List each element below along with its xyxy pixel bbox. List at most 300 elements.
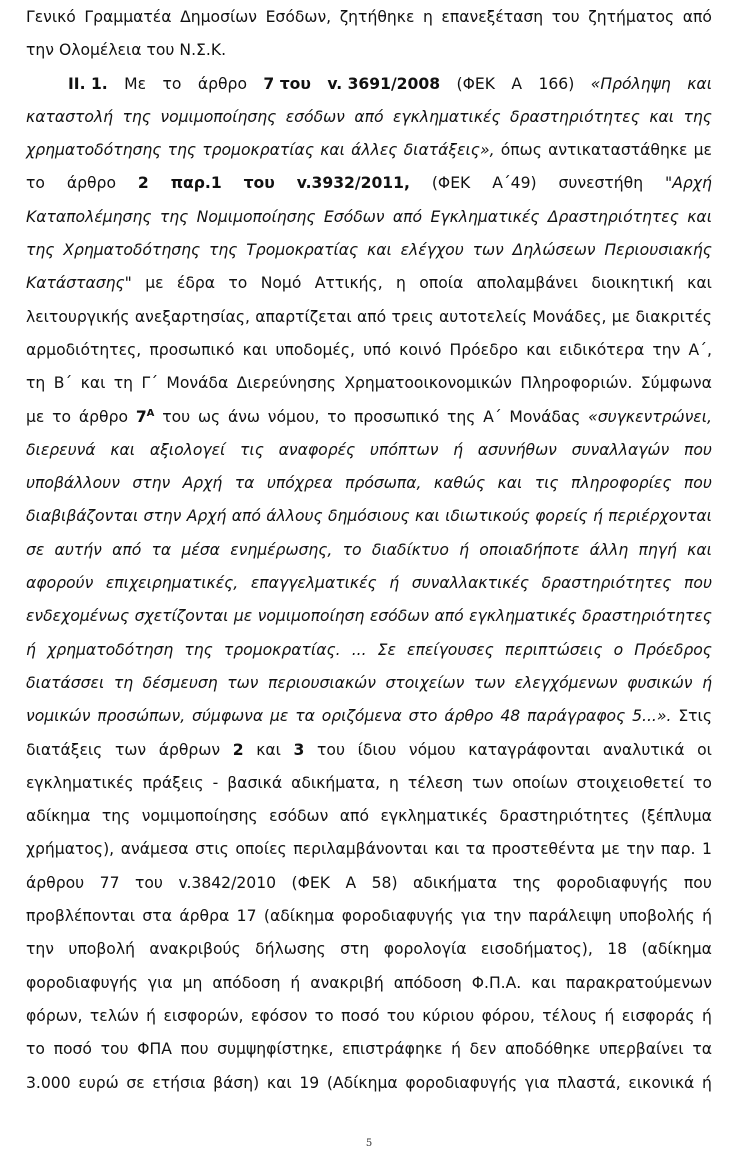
text-segment: - [212, 773, 219, 792]
text-segment: επείγουσες [407, 640, 494, 659]
text-segment: φοροδιαφυγής [341, 907, 454, 926]
text-segment: Καταπολέμησης [26, 207, 152, 226]
text-line [26, 907, 712, 940]
text-segment: φυσικών [627, 673, 693, 692]
text-segment: επιστράφηκε [342, 1040, 443, 1059]
text-segment: συμψηφίστηκε, [217, 1040, 334, 1059]
text-segment: και [687, 274, 712, 293]
text-segment: 48 [500, 707, 521, 726]
text-line [26, 641, 712, 674]
text-segment: με [693, 141, 712, 160]
text-segment: καταγράφονται [468, 740, 591, 759]
text-segment: της [101, 807, 131, 826]
text-segment: άλλες [351, 141, 398, 160]
text-segment: επιχειρηματικές, [105, 574, 239, 593]
text-segment: σχετίζονται [134, 607, 229, 626]
text-segment: φορείς [535, 507, 588, 526]
text-segment: των [114, 740, 147, 759]
text-segment: 77 [99, 873, 120, 892]
text-segment: Σε [377, 640, 396, 659]
text-line [26, 974, 712, 1007]
text-segment: νόμου [408, 740, 456, 759]
text-segment: όπως [500, 141, 542, 160]
text-segment: υποδομές, [275, 340, 355, 359]
text-segment: με [601, 840, 620, 859]
text-segment: απόδοση [393, 973, 462, 992]
text-segment: Α [345, 873, 357, 892]
text-segment: ελέγχου [400, 241, 464, 260]
text-segment: αρμοδιότητες, [26, 340, 142, 359]
text-segment: νομιμοποίηση [257, 607, 365, 626]
text-segment: και [80, 374, 106, 393]
text-segment: του [243, 174, 275, 193]
text-segment: διατάξεις [26, 740, 103, 759]
text-segment: 58) [371, 873, 398, 892]
text-segment: του [162, 407, 191, 426]
text-segment: (Αδίκημα [326, 1073, 398, 1092]
text-segment: τα [295, 707, 315, 726]
text-segment: και [415, 507, 440, 526]
text-segment: υπερβαίνει [599, 1040, 684, 1059]
text-line [26, 108, 712, 141]
text-line [26, 674, 712, 707]
text-segment: την [652, 340, 681, 359]
text-segment: τα [465, 840, 486, 859]
text-segment: το [314, 1006, 334, 1025]
text-segment: πληροφορίες [570, 474, 672, 493]
text-line [26, 840, 712, 873]
text-segment: (ΦΕΚ [291, 873, 330, 892]
text-segment: αξιολογεί [149, 440, 226, 459]
text-segment: ελεγχόμενων [514, 673, 618, 692]
text-segment: εισφορών, [163, 1006, 244, 1025]
text-segment: ή [702, 907, 712, 926]
text-segment: 3.000 [26, 1073, 71, 1092]
text-segment: σε [26, 540, 45, 559]
text-line [26, 940, 712, 973]
text-segment: Χρηματοδότησης [63, 241, 201, 260]
text-segment: εγκληματικές [469, 607, 577, 626]
text-line [26, 274, 712, 307]
text-line [26, 75, 712, 108]
superscript: A [146, 407, 155, 419]
text-segment: πηγή [638, 540, 677, 559]
text-segment: με [233, 607, 253, 626]
text-segment: απόδοση [212, 973, 281, 992]
text-segment: φοροδιαφυγής [405, 1073, 518, 1092]
text-segment: Α΄49) [492, 174, 537, 193]
text-segment: εσόδων [285, 107, 345, 126]
text-line [26, 41, 712, 74]
text-line [26, 541, 712, 574]
text-segment: Γ΄ [141, 374, 158, 393]
text-segment: από [434, 607, 464, 626]
text-segment: Εσόδων [323, 207, 385, 226]
text-segment: εσόδων [269, 807, 329, 826]
text-segment: και [687, 74, 712, 93]
text-segment: νόμου, [267, 407, 320, 426]
text-segment: αδίκημα [26, 807, 91, 826]
text-segment: στην [132, 474, 171, 493]
text-segment: ή [592, 507, 603, 526]
text-segment: με [270, 707, 289, 726]
text-segment: το [26, 174, 45, 193]
text-segment: στη [340, 940, 370, 959]
text-segment: της [26, 241, 55, 260]
text-segment: Πρόεδρο [449, 340, 519, 359]
text-segment: ανεξαρτησίας, [134, 307, 250, 326]
text-segment: ο [613, 640, 624, 659]
text-segment: (αδίκημα [263, 907, 335, 926]
text-segment: προστεθέντα [491, 840, 595, 859]
text-segment: ή [701, 1073, 712, 1092]
text-segment: επαγγελματικές [250, 574, 377, 593]
text-segment: ως [197, 407, 221, 426]
text-segment: την [26, 940, 54, 959]
text-line [26, 807, 712, 840]
text-segment: καθώς [433, 474, 486, 493]
text-segment: τη [113, 374, 134, 393]
text-segment: ασυνήθων [477, 440, 557, 459]
text-segment: παράλειψη [528, 907, 612, 926]
text-segment: των [472, 241, 504, 260]
text-segment: χρηματοδότηση [46, 640, 174, 659]
text-segment: από [682, 8, 712, 26]
text-segment: v.3842/2010 [178, 873, 277, 892]
text-segment: την [493, 907, 522, 926]
text-segment: στα [142, 907, 172, 926]
text-segment: διερευνά [26, 440, 96, 459]
text-segment: τις [534, 474, 559, 493]
text-segment: στο [408, 707, 438, 726]
text-segment: το [52, 407, 72, 426]
text-segment: Δραστηριότητες [547, 207, 679, 226]
text-segment: αυτοτελείς [438, 307, 528, 326]
text-segment: φόρων, [26, 1006, 83, 1025]
text-segment: το [26, 1040, 45, 1059]
text-segment: πρόσωπα, [345, 474, 422, 493]
text-segment: Αρχή [182, 474, 223, 493]
text-segment: ΦΠΑ [137, 1040, 172, 1059]
text-segment: «συγκεντρώνει, [588, 407, 712, 426]
text-segment: Β΄ [53, 374, 73, 393]
text-segment: Κατάστασης" [26, 274, 132, 293]
text-segment: συναλλαγών [571, 440, 670, 459]
text-segment: τρεις [391, 307, 434, 326]
text-segment: (ΦΕΚ [456, 74, 495, 93]
text-segment: η [396, 274, 406, 293]
text-segment: σύμφωνα [192, 707, 264, 726]
text-segment: οποιαδήποτε [479, 540, 580, 559]
text-segment: συναλλακτικές [411, 574, 530, 593]
text-segment: "Αρχή [665, 174, 712, 193]
text-segment: ενημέρωσης, [230, 540, 333, 559]
text-line [26, 507, 712, 540]
text-segment: διακριτές [635, 307, 712, 326]
text-segment: εγκληματικές [393, 107, 501, 126]
text-segment: ή [702, 673, 712, 692]
text-segment: τα [234, 474, 255, 493]
text-line [26, 341, 712, 374]
text-segment: με [26, 407, 45, 426]
text-segment: Μονάδα [166, 374, 229, 393]
text-line [26, 141, 712, 174]
text-segment: περιπτώσεις [504, 640, 603, 659]
text-segment: 17 [236, 907, 257, 926]
text-segment: νομιμοποίησης [141, 807, 258, 826]
text-segment: ανακριβούς [149, 940, 241, 959]
text-segment: από [339, 807, 369, 826]
text-segment: δήλωσης [255, 940, 326, 959]
text-segment: εικονικά [628, 1073, 695, 1092]
text-segment: ανάμεσα [120, 840, 189, 859]
text-segment: στοιχειοθετεί [576, 773, 685, 792]
text-segment: άρθρο [444, 707, 494, 726]
text-segment: από [356, 307, 387, 326]
text-segment: διατάξεις», [403, 141, 495, 160]
text-segment: και [526, 340, 551, 359]
text-segment: παρακρατούμενων [565, 973, 712, 992]
text-segment: ή [701, 1006, 712, 1025]
text-segment: ή [453, 440, 464, 459]
text-segment: και [531, 973, 556, 992]
text-segment: της [167, 141, 197, 160]
text-segment: περιλαμβάνονται [293, 840, 428, 859]
text-segment: (ξέπλυμα [640, 807, 712, 826]
text-segment: μη [182, 973, 203, 992]
text-segment: των [227, 673, 259, 692]
text-segment: ζητήθηκε [339, 8, 415, 26]
text-segment: ... [351, 640, 367, 659]
text-segment: 3 [293, 740, 305, 759]
text-line [26, 741, 712, 774]
text-segment: τρομοκρατίας [202, 141, 314, 160]
text-segment: αδικήματα [413, 873, 498, 892]
text-segment: άρθρου [26, 873, 85, 892]
text-segment: στοιχείων [385, 673, 465, 692]
text-line [26, 774, 712, 807]
text-segment: άρθρων [158, 740, 221, 759]
text-segment: Με [124, 74, 147, 93]
text-segment: άρθρα [179, 907, 230, 926]
text-segment: άρθρο [197, 74, 247, 93]
text-segment: Πρόεδρος [634, 640, 712, 659]
text-segment: των [473, 673, 506, 692]
text-segment: προβλέπονται [26, 907, 136, 926]
text-segment: Τρομοκρατίας [246, 241, 359, 260]
text-segment: από [112, 540, 142, 559]
text-segment: κοινό [399, 340, 442, 359]
text-segment: και [320, 141, 345, 160]
text-segment: 5...». [632, 707, 672, 726]
text-segment: και [649, 107, 675, 126]
text-segment: υπόπτων [369, 440, 439, 459]
text-segment: βασικά [227, 773, 283, 792]
text-line [26, 707, 712, 740]
text-segment: ή [26, 640, 36, 659]
text-segment: μέσα [181, 540, 220, 559]
text-segment: για [147, 973, 173, 992]
text-segment: χρήματος), [26, 840, 115, 859]
text-segment: παρ. [660, 840, 696, 859]
text-segment: Φ.Π.Α. [471, 973, 522, 992]
text-segment: της [122, 107, 151, 126]
text-segment: τα [692, 1040, 712, 1059]
body-text [26, 8, 712, 1107]
text-line [26, 174, 712, 207]
text-line [26, 374, 712, 407]
text-segment: από [231, 507, 261, 526]
text-segment: δεν [469, 1040, 497, 1059]
text-segment: ζητήματος [588, 8, 675, 26]
text-segment: οποίων [512, 773, 568, 792]
text-segment: Χρηματοοικονομικών [344, 374, 512, 393]
text-segment: της [683, 107, 712, 126]
text-segment: από [354, 107, 384, 126]
text-segment: βάση) [213, 1073, 260, 1092]
text-segment: αποδόθηκε [505, 1040, 591, 1059]
text-segment: της [184, 640, 213, 659]
text-segment: ίδιου [357, 740, 397, 759]
text-segment: ενδεχομένως [26, 607, 130, 626]
text-segment: δημόσιους [327, 507, 410, 526]
text-segment: άλλη [589, 540, 629, 559]
text-segment: σε [126, 1073, 145, 1092]
text-segment: ή [459, 540, 469, 559]
text-segment: νομιμοποίησης [160, 107, 277, 126]
text-segment: παρ.1 [170, 174, 222, 193]
text-segment: εγκληματικές [380, 807, 489, 826]
text-segment: Νομό [260, 274, 302, 293]
text-segment: υπό [363, 340, 392, 359]
text-segment: ή [290, 973, 301, 992]
text-segment: εφόσον [250, 1006, 308, 1025]
text-line [26, 408, 712, 441]
text-segment: της [159, 207, 189, 226]
text-segment: εισφοράς [621, 1006, 695, 1025]
text-line [26, 208, 712, 241]
text-segment: τελών [89, 1006, 139, 1025]
text-segment: οι [697, 740, 712, 759]
text-segment: απαρτίζεται [255, 307, 352, 326]
text-segment: και [242, 340, 268, 359]
text-segment: του [551, 8, 580, 26]
text-segment: Μονάδας [509, 407, 581, 426]
text-segment: περιέρχονται [608, 507, 712, 526]
text-segment: το [693, 773, 712, 792]
text-segment: υποβολής [619, 907, 695, 926]
text-segment: εισοδήματος), [480, 940, 593, 959]
text-segment: ή [451, 1040, 461, 1059]
text-segment: τη [26, 374, 46, 393]
text-segment: και [434, 840, 460, 859]
text-line [26, 241, 712, 274]
text-segment: αφορούν [26, 574, 94, 593]
text-segment: αυτήν [54, 540, 102, 559]
text-segment: ιδιωτικούς [445, 507, 530, 526]
text-segment: της [512, 873, 541, 892]
text-segment: 19 [299, 1073, 320, 1092]
text-segment: τρομοκρατίας. [223, 640, 341, 659]
text-segment: ετήσια [152, 1073, 206, 1092]
text-segment: άλλους [266, 507, 323, 526]
text-segment: αδικήματα, [291, 773, 381, 792]
text-line [26, 1040, 712, 1073]
text-line [26, 441, 712, 474]
text-segment: φόρου, [481, 1006, 535, 1025]
text-segment: κύριου [422, 1006, 475, 1025]
text-segment: από [392, 207, 423, 226]
text-segment: ευρώ [78, 1073, 119, 1092]
text-segment: δραστηριότητες [541, 574, 672, 593]
text-segment: τα [151, 540, 172, 559]
text-segment: η [422, 8, 433, 26]
text-segment: το [327, 407, 347, 426]
text-segment: Δημοσίων [180, 8, 258, 26]
text-segment: διοικητική [591, 274, 674, 293]
text-segment: άρθρο [66, 174, 117, 193]
text-segment: υποβολή [68, 940, 135, 959]
text-segment: Α [511, 74, 523, 93]
text-segment: και [266, 1073, 292, 1092]
text-segment: ΙΙ. 1. [68, 74, 108, 93]
text-segment: 7 του [263, 74, 311, 93]
text-segment: τη [113, 673, 134, 692]
text-segment: λειτουργικής [26, 307, 130, 326]
page-number: 5 [365, 1138, 373, 1149]
text-line [26, 308, 712, 341]
text-segment: για [524, 1073, 550, 1092]
text-line [26, 874, 712, 907]
text-segment: Γραμματέα [84, 8, 172, 26]
text-segment: $7^A$ [135, 407, 155, 426]
text-segment: v. 3691/2008 [327, 74, 441, 93]
text-segment: Στις [678, 707, 712, 726]
text-segment: Α΄, [688, 340, 712, 359]
text-segment: των [472, 773, 504, 792]
text-segment: προσωπικό [353, 407, 440, 426]
text-segment: αναφορές [278, 440, 356, 459]
text-segment: καταστολή [26, 107, 114, 126]
text-segment: που [683, 440, 712, 459]
text-segment: οποία [419, 274, 464, 293]
text-segment: του [100, 1040, 129, 1059]
text-segment: Γενικό [26, 8, 76, 26]
text-segment: και [687, 540, 712, 559]
text-segment: ποσό [341, 1006, 380, 1025]
text-segment: Εσόδων, [265, 8, 332, 26]
text-segment: στις [195, 840, 229, 859]
text-segment: Σύμφωνα [640, 374, 712, 393]
text-segment: Αττικής, [314, 274, 383, 293]
text-segment: δραστηριότητες [499, 807, 630, 826]
text-segment: το [162, 74, 182, 93]
text-segment: ή [146, 1006, 157, 1025]
text-line [26, 1007, 712, 1040]
text-segment: πράξεις [142, 773, 204, 792]
text-segment: υπόχρεα [266, 474, 333, 493]
text-segment: 18 [607, 940, 628, 959]
text-segment: παράγραφος [527, 707, 626, 726]
text-segment: η [389, 773, 399, 792]
text-segment: του [135, 873, 163, 892]
text-segment: 2 [137, 174, 149, 193]
text-segment: και [256, 740, 281, 759]
text-segment: v.3932/2011, [296, 174, 410, 193]
text-segment: που [683, 873, 712, 892]
text-segment: που [683, 474, 712, 493]
text-segment: Α΄ [483, 407, 502, 426]
